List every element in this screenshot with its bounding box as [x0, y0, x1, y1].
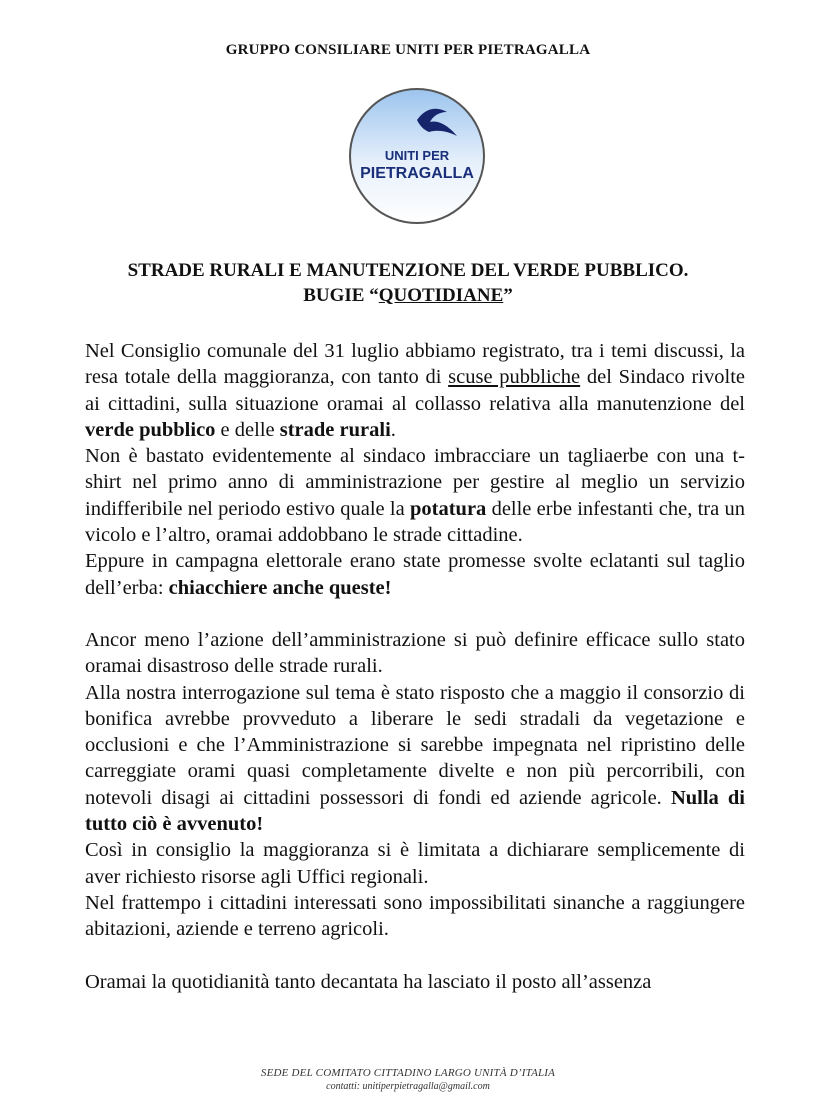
text-run: Alla nostra interrogazione sul tema è stato risposto che a maggio il consorzio di bonifica avrebbe provveduto a liberare le sedi stradali da vegetazione e occlusioni e che l’Amministrazione si sarebbe impegnata nel ripristino delle carreggiate orami quasi completamente divelte e non più percorribili, con notevoli disagi ai cittadini possessori di fondi ed aziende agricole.: [85, 681, 745, 809]
title-underlined-word: QUOTIDIANE: [378, 285, 504, 306]
footer-address: SEDE DEL COMITATO CITTADINO LARGO UNITÀ D’ITALIA: [260, 1067, 556, 1079]
paragraph-spacer: [85, 601, 745, 627]
bold-text: strade rurali: [279, 418, 391, 441]
paragraph-3: [85, 548, 745, 601]
text-run: Non è bastato evidentemente al sindaco imbracciare un tagliaerbe con una t-shirt nel primo anno di amministrazione per gestire al meglio un servizio indifferibile nel periodo estivo quale la: [85, 445, 745, 520]
title-line-2-prefix: BUGIE “: [303, 285, 379, 306]
text-run: Eppure in campagna elettorale erano state promesse svolte eclatanti sul taglio dell’erba:: [85, 550, 745, 599]
paragraph-6: Così in consiglio la maggioranza si è limitata a dichiarare semplicemente di aver richiesto risorse agli Uffici regionali.: [85, 839, 745, 888]
title-line-2-suffix: ”: [503, 285, 513, 306]
logo-text-line2: PIETRAGALLA: [360, 165, 474, 182]
bold-text: verde pubblico: [85, 418, 216, 441]
title-line-2: [0, 283, 816, 308]
page-footer: [0, 1066, 816, 1093]
bold-text: potatura: [409, 497, 487, 520]
document-title: [0, 258, 816, 308]
text-run: del Sindaco rivolte ai cittadini, sulla situazione oramai al collasso relativa alla manutenzione del: [85, 366, 745, 415]
document-body: [85, 338, 745, 995]
paragraph-2: [85, 443, 745, 548]
paragraph-1: [85, 338, 745, 443]
paragraph-spacer: [85, 943, 745, 969]
title-line-1: STRADE RURALI E MANUTENZIONE DEL VERDE PUBBLICO.: [127, 260, 689, 281]
page-header: GRUPPO CONSILIARE UNITI PER PIETRAGALLA: [225, 42, 591, 58]
bold-text: Nulla di tutto ciò è avvenuto!: [85, 786, 746, 836]
paragraph-4: Ancor meno l’azione dell’amministrazione si può definire efficace sullo stato oramai disastroso delle strade rurali.: [85, 628, 745, 678]
paragraph-7: Nel frattempo i cittadini interessati sono impossibilitati sinanche a raggiungere abitazioni, aziende e terreno agricoli.: [85, 891, 745, 941]
logo-text-line1: UNITI PER: [384, 148, 450, 163]
logo-emblem: [347, 86, 487, 226]
footer-contact: contatti: unitiperpietragalla@gmail.com: [326, 1081, 490, 1092]
text-run: delle erbe infestanti che, tra un vicolo e l’altro, oramai addobbano le strade cittadine.: [85, 497, 746, 547]
paragraph-5: [85, 680, 745, 838]
text-run: Nel Consiglio comunale del 31 luglio abbiamo registrato, tra i temi discussi, la resa totale della maggioranza, con tanto di: [85, 340, 745, 389]
text-run: e delle: [215, 418, 280, 441]
paragraph-8: Oramai la quotidianità tanto decantata ha lasciato il posto all’assenza: [85, 970, 652, 993]
party-logo: [347, 86, 487, 226]
bold-text: chiacchiere anche queste!: [168, 576, 392, 599]
text-run: .: [390, 418, 396, 441]
underlined-text: scuse pubbliche: [448, 366, 581, 389]
